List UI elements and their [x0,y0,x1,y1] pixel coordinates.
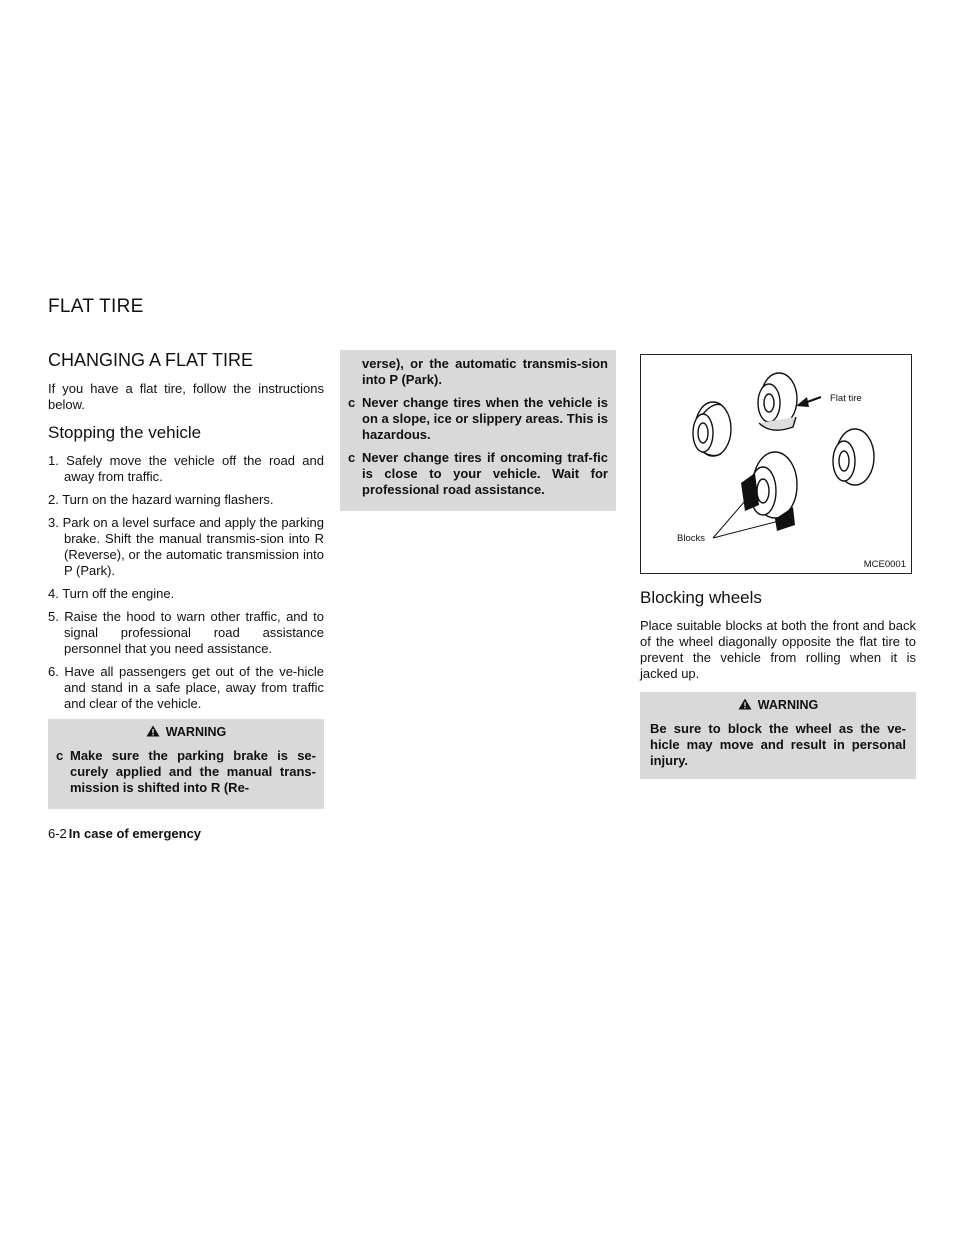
intro-paragraph: If you have a flat tire, follow the instructions below. [48,381,324,412]
subheading-stopping: Stopping the vehicle [48,423,202,442]
warning-text: Make sure the parking brake is se-curely applied and the manual trans-mission is shifted into R (Re- [70,748,316,795]
subheading-blocking: Blocking wheels [640,588,762,607]
warning-label: WARNING [165,725,227,739]
warning-triangle-icon [738,698,752,713]
warning-item [340,395,616,443]
warning-box [48,719,324,809]
blocks-label: Blocks [677,533,705,544]
column-right [640,354,916,779]
page-number: 6-2 [48,826,67,841]
step-item: 1. Safely move the vehicle off the road and away from traffic. [48,453,324,484]
figure-code: MCE0001 [863,559,906,570]
step-item: 5. Raise the hood to warn other traffic, and to signal professional road assistance personnel that you need assistance. [48,609,324,656]
warning-text: Never change tires if oncoming traf-fic is close to your vehicle. Wait for professional road assistance. [362,450,608,497]
warning-header [640,692,916,721]
step-item: 2. Turn on the hazard warning flashers. [48,492,274,507]
warning-text: Never change tires when the vehicle is on a slope, ice or slippery areas. This is hazardous. [362,395,608,442]
step-item: 6. Have all passengers get out of the ve-hicle and stand in a safe place, away from traffic and clear of the vehicle. [48,664,324,711]
warning-box [640,692,916,779]
column-left [48,350,324,809]
warning-triangle-icon [146,725,160,740]
steps-list [48,453,324,712]
warning-continuation: verse), or the automatic transmis-sion into P (Park). [362,356,608,387]
bullet-glyph: c [348,395,356,410]
bullet-glyph: c [348,450,356,465]
section-header: FLAT TIRE [48,296,144,317]
blocking-paragraph: Place suitable blocks at both the front and back of the wheel diagonally opposite the flat tire to prevent the vehicle from rolling when it is jacked up. [640,618,916,681]
warning-box-continued [340,350,616,511]
warning-item [340,450,616,498]
warning-label: WARNING [757,698,819,712]
bullet-glyph: c [56,748,64,763]
page-footer [48,826,201,841]
footer-section-name: In case of emergency [68,826,202,841]
column-middle [340,350,616,511]
warning-text: Be sure to block the wheel as the ve-hicle may move and result in personal injury. [650,721,906,768]
warning-header [48,719,324,748]
warning-item [48,748,324,796]
step-item: 4. Turn off the engine. [48,586,175,601]
flat-tire-illustration [640,354,912,574]
flat-tire-label: Flat tire [830,393,862,404]
step-item: 3. Park on a level surface and apply the parking brake. Shift the manual transmis-sion into R (Reverse), or the automatic transmission into P (Park). [48,515,324,578]
main-heading: CHANGING A FLAT TIRE [48,350,254,370]
